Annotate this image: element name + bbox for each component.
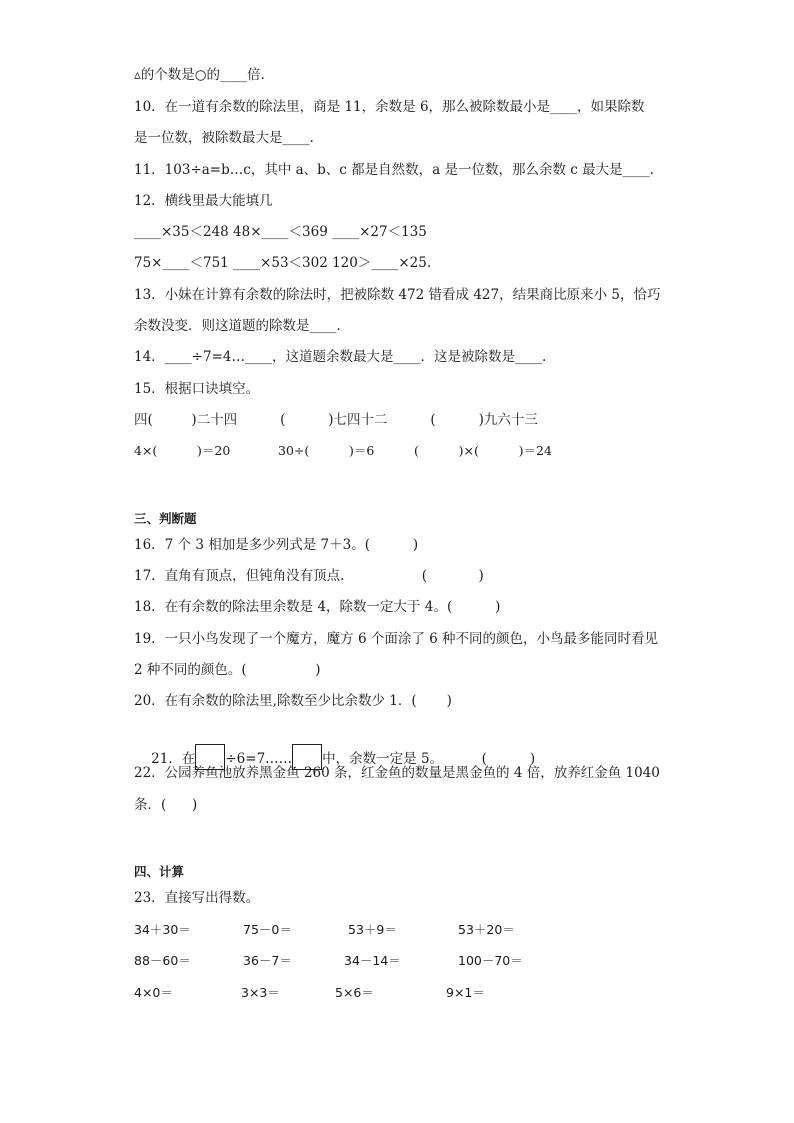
q23: 23．直接写出得数。: [134, 890, 260, 906]
calc-item: 36－7＝: [243, 953, 292, 968]
q18: 18．在有余数的除法里余数是 4，除数一定大于 4。( ): [134, 599, 501, 615]
q13-line1: 13．小妹在计算有余数的除法时，把被除数 472 错看成 427，结果商比原来小 5，恰巧: [134, 287, 661, 303]
q11: 11．103÷a=b…c，其中 a、b、c 都是自然数，a 是一位数，那么余数 c 最大是____.: [134, 162, 654, 178]
calc-item: 88－60＝: [134, 953, 191, 968]
q16: 16．7 个 3 相加是多少列式是 7＋3。( ): [134, 537, 419, 553]
q10-line2: 是一位数，被除数最大是____.: [134, 130, 314, 146]
calc-item: 4×0＝: [134, 985, 173, 1000]
q22-line2: 条．( ): [134, 797, 198, 813]
section-judgement-title: 三、判断题: [134, 511, 197, 526]
q12-row2: 75×____＜751 ____×53＜302 120＞____×25.: [134, 255, 432, 271]
calc-item: 34－14＝: [344, 953, 401, 968]
q19-line1: 19．一只小鸟发现了一个魔方，魔方 6 个面涂了 6 种不同的颜色，小鸟最多能同时看见: [134, 631, 659, 647]
q15-row1: 四( )二十四 ( )七四十二 ( )九六十三: [134, 412, 538, 428]
calc-item: 5×6＝: [335, 985, 374, 1000]
calc-item: 53＋9＝: [348, 922, 397, 937]
calc-item: 75－0＝: [243, 922, 292, 937]
q12-title: 12．横线里最大能填几: [134, 193, 273, 209]
section-calc-title: 四、计算: [134, 864, 185, 879]
q17: 17．直角有顶点，但钝角没有顶点. ( ): [134, 568, 484, 584]
calc-item: 3×3＝: [241, 985, 280, 1000]
calc-item: 100－70＝: [458, 953, 523, 968]
q20: 20．在有余数的除法里,除数至少比余数少 1．( ): [134, 693, 452, 709]
q21-prefix: 21．在: [151, 751, 196, 767]
q19-line2: 2 种不同的颜色。( ): [134, 662, 321, 678]
q15-row2: 4×( )＝20 30÷( )＝6 ( )×( )＝24: [134, 443, 552, 458]
q15-title: 15．根据口诀填空。: [134, 381, 260, 397]
q13-line2: 余数没变．则这道题的除数是____.: [134, 318, 341, 334]
calc-item: 53＋20＝: [458, 922, 515, 937]
q21-suffix: 中，余数一定是 5。 ( ): [322, 751, 536, 767]
calc-item: 34＋30＝: [134, 922, 191, 937]
q12-row1: ____×35＜248 48×____＜369 ____×27＜135: [134, 224, 427, 240]
q9-tail: ▵的个数是○的____倍.: [134, 67, 265, 83]
q21-middle: ÷6=7……: [225, 751, 293, 767]
calc-item: 9×1＝: [446, 985, 485, 1000]
q14: 14．____÷7=4…____，这道题余数最大是____．这是被除数是____.: [134, 349, 547, 365]
q10-line1: 10．在一道有余数的除法里，商是 11，余数是 6，那么被除数最小是____，如果除数: [134, 99, 645, 115]
q22-line1: 22．公园养鱼池放养黑金鱼 260 条，红金鱼的数量是黑金鱼的 4 倍，放养红金鱼 1040: [134, 765, 660, 781]
